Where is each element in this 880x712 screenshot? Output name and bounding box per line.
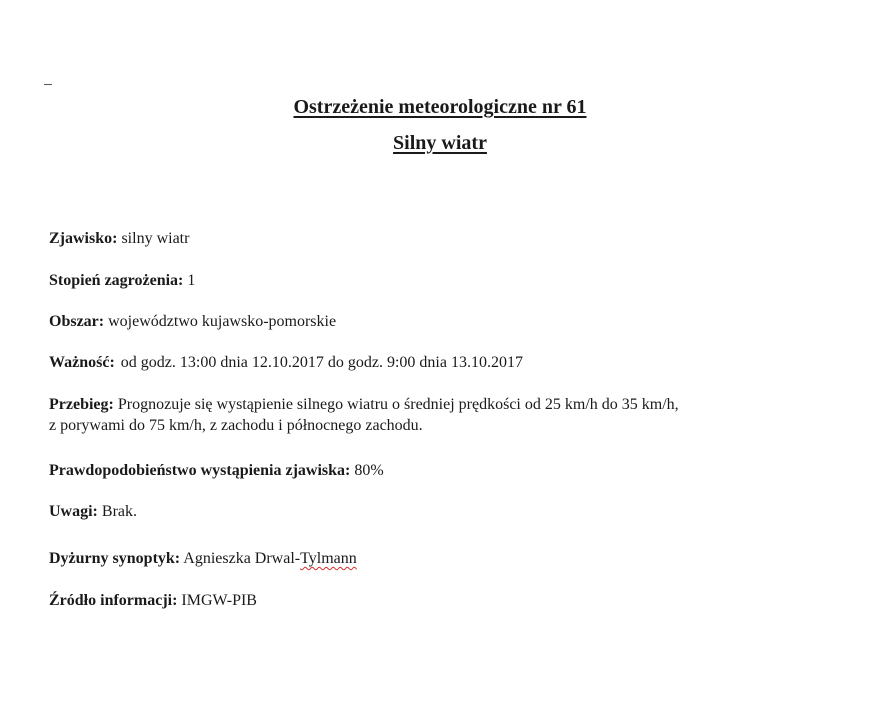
field-value: IMGW-PIB [181, 592, 257, 609]
field-label: Uwagi: [49, 503, 98, 520]
field-label: Przebieg: [49, 396, 114, 413]
field-przebieg [49, 394, 679, 436]
field-value: 1 [187, 272, 196, 289]
field-value [183, 550, 357, 567]
field-label: Źródło informacji: [49, 592, 178, 609]
field-waznosc [49, 352, 523, 373]
field-value: od godz. 13:00 dnia 12.10.2017 do godz. 9:00 dnia 13.10.2017 [120, 354, 523, 371]
field-label: Dyżurny synoptyk: [49, 550, 181, 567]
field-stopien-zagrozenia [49, 270, 195, 291]
field-label: Ważność: [49, 354, 115, 371]
synoptyk-name-first: Agnieszka Drwal- [183, 550, 301, 567]
field-zjawisko [49, 228, 189, 249]
field-label: Obszar: [49, 313, 105, 330]
field-value: województwo kujawsko-pomorskie [108, 313, 337, 330]
field-value: silny wiatr [121, 230, 190, 247]
warning-title: Ostrzeżenie meteorologiczne nr 61 [293, 96, 587, 118]
synoptyk-name-spellcheck: Tylmann [300, 550, 357, 567]
field-zrodlo-informacji [49, 590, 257, 611]
field-label: Prawdopodobieństwo wystąpienia zjawiska: [49, 462, 351, 479]
field-value: 80% [354, 462, 384, 479]
przebieg-line-2: z porywami do 75 km/h, z zachodu i północnego zachodu. [49, 417, 423, 434]
field-prawdopodobienstwo [49, 460, 384, 481]
field-dyzurny-synoptyk [49, 548, 357, 569]
field-uwagi [49, 501, 137, 522]
field-label: Stopień zagrożenia: [49, 272, 184, 289]
field-label: Zjawisko: [49, 230, 118, 247]
page-corner-mark [44, 84, 52, 85]
field-obszar [49, 311, 336, 332]
warning-subtitle: Silny wiatr [393, 132, 487, 154]
przebieg-line-1 [49, 394, 679, 415]
field-value: Prognozuje się wystąpienie silnego wiatru o średniej prędkości od 25 km/h do 35 km/h, [117, 396, 679, 413]
field-value: Brak. [101, 503, 137, 520]
